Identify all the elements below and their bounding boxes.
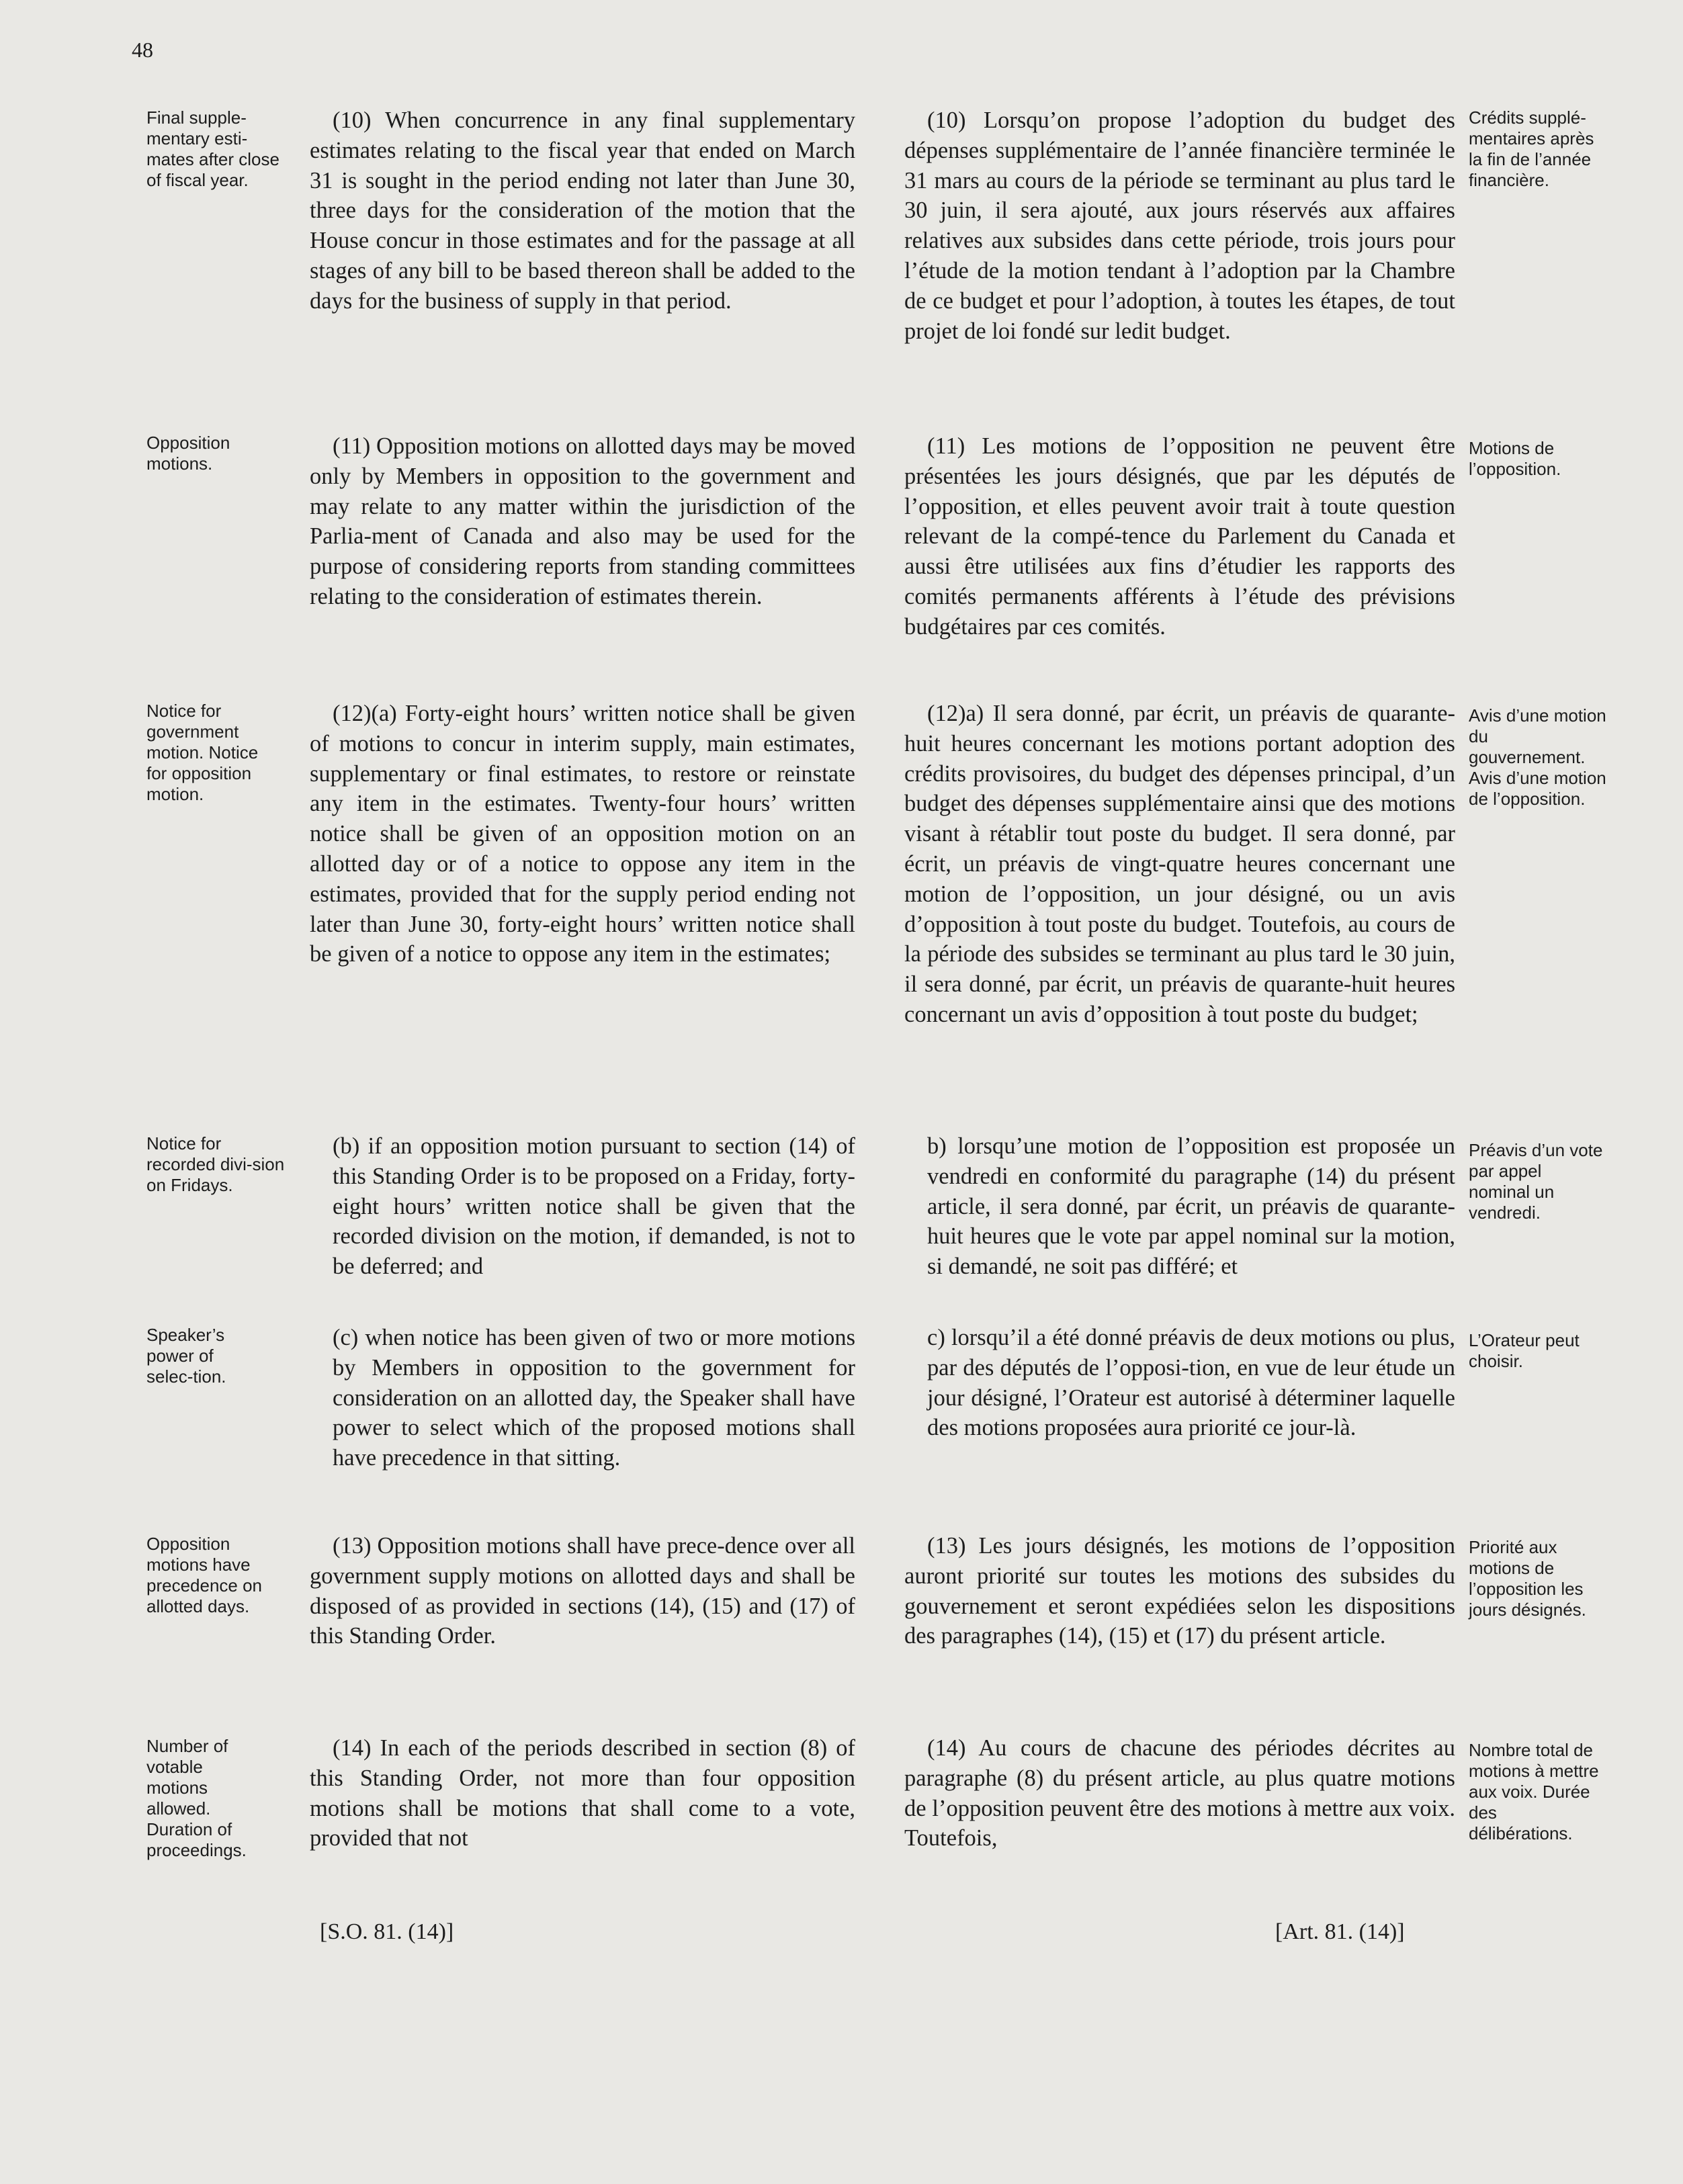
- margin-note-en-13: Opposition motions have precedence on allotted days.: [146, 1534, 263, 1616]
- margin-note-fr-12c: L’Orateur peut choisir.: [1469, 1330, 1580, 1371]
- paragraph-fr-14: (14) Au cours de chacune des périodes décrites au paragraphe (8) du présent article, au plus quatre motions de l’opposition peuvent être des motions à mettre aux voix. Toutefois,: [904, 1735, 1455, 1851]
- paragraph-fr-12b: b) lorsqu’une motion de l’opposition est proposée un vendredi en conformité du paragraphe (14) du présent article, il sera donné, par écrit, un préavis de quarante-huit heures que le vote par appel nominal sur la motion, si demandé, ne soit pas différé; et: [927, 1133, 1455, 1280]
- paragraph-en-12a: (12)(a) Forty-eight hours’ written notice shall be given of motions to concur in interim supply, main estimates, supplementary or final estimates, to restore or reinstate any item in the estimates. Twenty-four hours’ written notice shall be given of an opposition motion on an allotted day or of a notice to oppose any item in the estimates, provided that for the supply period ending not later than June 30, forty-eight hours’ written notice shall be given of a notice to oppose any item in the estimates;: [310, 701, 855, 967]
- margin-note-fr-10: Crédits supplé-mentaires après la fin de l’année financière.: [1469, 107, 1594, 190]
- paragraph-fr-13: (13) Les jours désignés, les motions de l’opposition auront priorité sur toutes les motions des subsides du gouvernement et seront expédiées selon les dispositions des paragraphes (14), (15) et (17) du présent article.: [904, 1533, 1455, 1649]
- margin-note-fr-14: Nombre total de motions à mettre aux voix. Durée des délibérations.: [1469, 1740, 1599, 1843]
- paragraph-en-11: (11) Opposition motions on allotted days may be moved only by Members in opposition to the government and may relate to any matter within the jurisdiction of the Parlia-ment of Canada and also may be used for the purpose of considering reports from standing committees relating to the consideration of estimates therein.: [310, 433, 855, 609]
- paragraph-fr-12c: c) lorsqu’il a été donné préavis de deux motions ou plus, par des députés de l’opposi-tion, en vue de leur étude un jour désigné, l’Orateur est autorisé à déterminer laquelle des motions proposées aura priorité ce jour-là.: [927, 1325, 1455, 1441]
- margin-note-en-14: Number of votable motions allowed. Duration of proceedings.: [146, 1736, 247, 1860]
- paragraph-en-14: (14) In each of the periods described in section (8) of this Standing Order, not more than four opposition motions shall be motions that shall come to a vote, provided that not: [310, 1735, 855, 1851]
- margin-note-en-10: Final supple-mentary esti-mates after close of fiscal year.: [146, 107, 279, 190]
- paragraph-en-13: (13) Opposition motions shall have prece-dence over all government supply motions on allotted days and shall be disposed of as provided in sections (14), (15) and (17) of this Standing Order.: [310, 1533, 855, 1649]
- margin-note-en-12a: Notice for government motion. Notice for opposition motion.: [146, 701, 259, 804]
- paragraph-en-12b: (b) if an opposition motion pursuant to section (14) of this Standing Order is to be proposed on a Friday, forty-eight hours’ written notice shall be given that the recorded division on the motion, if demanded, is not to be deferred; and: [333, 1133, 855, 1280]
- paragraph-en-10: (10) When concurrence in any final supplementary estimates relating to the fiscal year that ended on March 31 is sought in the period ending not later than June 30, three days for the consideration of the motion that the House concur in those estimates and for the passage at all stages of any bill to be based thereon shall be added to the days for the business of supply in that period.: [310, 107, 855, 314]
- paragraph-fr-12a: (12)a) Il sera donné, par écrit, un préavis de quarante-huit heures concernant les motions portant adoption des crédits provisoires, du budget des dépenses principal, d’un budget des dépenses supplémentaire ainsi que des motions visant à rétablir tout poste du budget. Il sera donné, par écrit, un préavis de vingt-quatre heures concernant une motion de l’opposition, un jour désigné, ou un avis d’opposition à tout poste du budget. Toutefois, au cours de la période des subsides se terminant au plus tard le 30 juin, il sera donné, par écrit, un préavis de quarante-huit heures concernant un avis d’opposition à tout poste du budget;: [904, 701, 1455, 1027]
- margin-note-fr-11: Motions de l’opposition.: [1469, 438, 1561, 479]
- footer-reference-fr: [Art. 81. (14)]: [1275, 1919, 1405, 1944]
- margin-note-fr-12b: Préavis d’un vote par appel nominal un vendredi.: [1469, 1140, 1603, 1223]
- margin-note-en-12c: Speaker’s power of selec-tion.: [146, 1325, 226, 1387]
- paragraph-fr-11: (11) Les motions de l’opposition ne peuvent être présentées les jours désignés, que par les députés de l’opposition, et elles peuvent avoir trait à toute question relevant de la compé-tence du Parlement du Canada et aussi être utilisées aux fins d’étudier les rapports des comités permanents afférents à l’étude des prévisions budgétaires par ces comités.: [904, 433, 1455, 640]
- margin-note-fr-12a: Avis d’une motion du gouvernement. Avis d’une motion de l’opposition.: [1469, 705, 1606, 809]
- footer-reference-en: [S.O. 81. (14)]: [320, 1919, 454, 1944]
- margin-note-fr-13: Priorité aux motions de l’opposition les jours désignés.: [1469, 1537, 1586, 1620]
- margin-note-en-12b: Notice for recorded divi-sion on Fridays.: [146, 1133, 285, 1195]
- paragraph-fr-10: (10) Lorsqu’on propose l’adoption du budget des dépenses supplémentaire de l’année financière terminée le 31 mars au cours de la période se terminant au plus tard le 30 juin, il sera ajouté, aux jours réservés aux affaires relatives aux subsides dans cette période, trois jours pour l’étude de la motion tendant à l’adoption par la Chambre de ce budget et pour l’adoption, à toutes les étapes, de tout projet de loi fondé sur ledit budget.: [904, 107, 1455, 344]
- margin-note-en-11: Opposition motions.: [146, 433, 230, 474]
- paragraph-en-12c: (c) when notice has been given of two or more motions by Members in opposition to the government for consideration on an allotted day, the Speaker shall have power to select which of the proposed motions shall have precedence in that sitting.: [333, 1325, 855, 1471]
- page-number: 48: [132, 38, 153, 62]
